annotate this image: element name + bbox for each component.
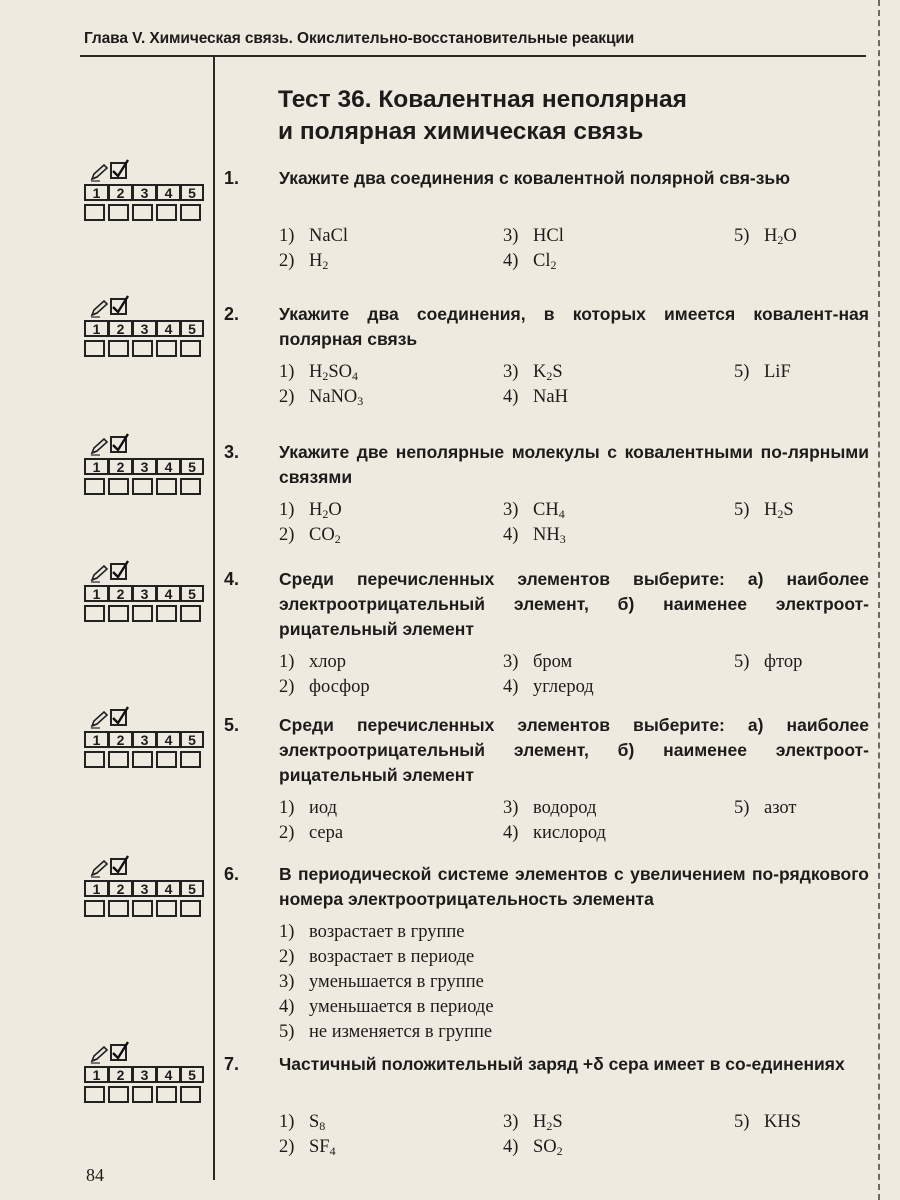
- formula-part: CH: [533, 500, 559, 520]
- option-number: 3): [279, 972, 295, 992]
- option-number: 1): [279, 652, 295, 672]
- answer-number-cell: 3: [132, 184, 156, 201]
- answer-grid: [84, 858, 204, 920]
- option-number: 4): [503, 677, 519, 697]
- margin-rule: [213, 55, 215, 1180]
- option-text: [309, 652, 346, 672]
- answer-option[interactable]: [734, 360, 791, 385]
- answer-option[interactable]: [503, 650, 572, 675]
- answer-entry-row: [84, 340, 204, 357]
- answer-number-cell: 1: [84, 731, 108, 748]
- answer-option[interactable]: [503, 249, 556, 278]
- formula-part: SO: [533, 1137, 557, 1157]
- answer-entry-box[interactable]: [156, 204, 177, 221]
- formula-part: NaNO: [309, 387, 358, 407]
- formula-part: уменьшается в группе: [309, 972, 484, 992]
- formula-subscript: 2: [322, 369, 329, 383]
- answer-entry-box[interactable]: [108, 751, 129, 768]
- option-text: [309, 226, 348, 246]
- answer-entry-box[interactable]: [84, 204, 105, 221]
- formula-subscript: 4: [329, 1144, 336, 1158]
- formula-part: S: [309, 1112, 320, 1132]
- pen-icon: [90, 563, 110, 583]
- option-number: 5): [279, 1022, 295, 1042]
- formula-part: SO: [328, 362, 353, 382]
- answer-entry-box[interactable]: [132, 605, 153, 622]
- answer-entry-box[interactable]: [84, 340, 105, 357]
- option-text: [764, 1112, 801, 1132]
- header-rule: [80, 55, 866, 57]
- option-number: 2): [279, 251, 295, 271]
- chapter-header: Глава V. Химическая связь. Окислительно-восстановительные реакции: [84, 30, 635, 47]
- answer-option[interactable]: [279, 224, 348, 249]
- answer-option[interactable]: [279, 650, 346, 675]
- answer-entry-box[interactable]: [180, 1086, 201, 1103]
- answer-number-cell: 4: [156, 1066, 180, 1083]
- option-number: 4): [503, 823, 519, 843]
- answer-option[interactable]: [279, 249, 328, 278]
- option-number: 5): [734, 226, 750, 246]
- formula-part: NaCl: [309, 226, 349, 246]
- answer-number-cell: 1: [84, 880, 108, 897]
- answer-entry-box[interactable]: [156, 751, 177, 768]
- question-text: Укажите два соединения с ковалентной полярной свя-зью: [279, 168, 791, 188]
- test-title-line-1: Тест 36. Ковалентная неполярная: [278, 86, 687, 113]
- answer-entry-box[interactable]: [132, 1086, 153, 1103]
- answer-number-cell: 1: [84, 184, 108, 201]
- answer-option[interactable]: [279, 970, 484, 995]
- formula-part: H: [309, 251, 323, 271]
- question-number: 4.: [224, 569, 240, 589]
- option-text: [309, 972, 484, 992]
- formula-part: хлор: [309, 652, 346, 672]
- answer-entry-box[interactable]: [156, 900, 177, 917]
- formula-part: HCl: [533, 226, 564, 246]
- formula-subscript: 2: [322, 258, 329, 272]
- option-number: 1): [279, 226, 295, 246]
- option-number: 3): [503, 798, 519, 818]
- formula-subscript: 2: [550, 258, 557, 272]
- answer-number-cell: 2: [108, 1066, 132, 1083]
- option-text: [309, 922, 465, 942]
- option-text: [309, 251, 328, 271]
- answer-number-cell: 5: [180, 184, 204, 201]
- answer-number-row: [84, 320, 204, 337]
- answer-number-cell: 3: [132, 458, 156, 475]
- answer-entry-box[interactable]: [156, 605, 177, 622]
- formula-part: NaH: [533, 387, 568, 407]
- pen-icon: [90, 298, 110, 318]
- answer-option[interactable]: [503, 796, 596, 821]
- option-number: 2): [279, 947, 295, 967]
- answer-number-cell: 2: [108, 731, 132, 748]
- answer-number-cell: 2: [108, 458, 132, 475]
- formula-subscript: 2: [322, 507, 329, 521]
- answer-number-cell: 5: [180, 1066, 204, 1083]
- option-text: [764, 226, 797, 246]
- formula-part: H: [309, 362, 323, 382]
- option-number: 2): [279, 677, 295, 697]
- option-number: 3): [503, 500, 519, 520]
- pen-icon: [90, 1044, 110, 1064]
- answer-number-row: [84, 458, 204, 475]
- answer-grid: [84, 162, 204, 224]
- formula-part: возрастает в группе: [309, 922, 465, 942]
- option-number: 3): [503, 362, 519, 382]
- formula-subscript: 2: [556, 1144, 563, 1158]
- answer-option[interactable]: [734, 224, 797, 253]
- formula-subscript: 8: [319, 1119, 326, 1133]
- option-text: [309, 387, 363, 407]
- checkbox-icon: [110, 436, 127, 453]
- formula-part: уменьшается в периоде: [309, 997, 494, 1017]
- formula-part: углерод: [533, 677, 594, 697]
- pen-icon: [90, 162, 110, 182]
- option-text: [533, 362, 563, 382]
- answer-option[interactable]: [503, 1135, 563, 1164]
- answer-option[interactable]: [279, 796, 337, 821]
- formula-part: S: [783, 500, 794, 520]
- question-text: Укажите две неполярные молекулы с ковалентными по-лярными связями: [279, 442, 869, 487]
- formula-part: не изменяется в группе: [309, 1022, 493, 1042]
- formula-part: возрастает в периоде: [309, 947, 475, 967]
- formula-part: фтор: [764, 652, 803, 672]
- answer-number-row: [84, 585, 204, 602]
- answer-entry-box[interactable]: [84, 900, 105, 917]
- answer-entry-box[interactable]: [180, 478, 201, 495]
- answer-entry-box[interactable]: [132, 204, 153, 221]
- option-number: 4): [503, 387, 519, 407]
- option-text: [533, 226, 564, 246]
- answer-number-cell: 4: [156, 731, 180, 748]
- formula-part: Cl: [533, 251, 551, 271]
- answer-number-cell: 4: [156, 184, 180, 201]
- option-text: [533, 823, 606, 843]
- answer-option[interactable]: [279, 1135, 336, 1164]
- answer-entry-box[interactable]: [156, 478, 177, 495]
- option-text: [533, 251, 556, 271]
- option-number: 1): [279, 798, 295, 818]
- option-text: [533, 1112, 563, 1132]
- answer-entry-box[interactable]: [132, 478, 153, 495]
- formula-part: K: [533, 362, 547, 382]
- option-number: 2): [279, 525, 295, 545]
- option-text: [764, 500, 794, 520]
- checkbox-icon: [110, 563, 127, 580]
- answer-number-cell: 3: [132, 320, 156, 337]
- option-number: 3): [503, 226, 519, 246]
- checkbox-icon: [110, 1044, 127, 1061]
- formula-part: KHS: [764, 1112, 802, 1132]
- option-number: 4): [503, 525, 519, 545]
- answer-entry-row: [84, 900, 204, 917]
- answer-option[interactable]: [279, 821, 343, 846]
- answer-entry-box[interactable]: [156, 340, 177, 357]
- option-text: [309, 362, 358, 382]
- question-number: 3.: [224, 442, 240, 462]
- answer-entry-row: [84, 204, 204, 221]
- pen-icon: [90, 858, 110, 878]
- answer-entry-box[interactable]: [156, 1086, 177, 1103]
- formula-subscript: 2: [546, 369, 553, 383]
- answer-option[interactable]: [279, 995, 494, 1020]
- checkbox-icon: [110, 298, 127, 315]
- option-text: [533, 1137, 563, 1157]
- page-cut-line: [878, 0, 880, 1200]
- formula-part: H: [764, 500, 778, 520]
- option-number: 5): [734, 500, 750, 520]
- answer-option[interactable]: [503, 821, 606, 846]
- answer-number-cell: 2: [108, 585, 132, 602]
- answer-number-cell: 4: [156, 585, 180, 602]
- answer-grid: [84, 436, 204, 498]
- answer-entry-box[interactable]: [180, 340, 201, 357]
- question-text: В периодической системе элементов с увеличением по-рядкового номера электроотрицательность элемента: [279, 864, 869, 909]
- answer-entry-box[interactable]: [132, 900, 153, 917]
- answer-number-row: [84, 731, 204, 748]
- answer-entry-box[interactable]: [132, 751, 153, 768]
- option-number: 4): [503, 1137, 519, 1157]
- answer-option[interactable]: [279, 675, 370, 700]
- answer-number-cell: 1: [84, 585, 108, 602]
- formula-part: O: [783, 226, 797, 246]
- formula-part: иод: [309, 798, 338, 818]
- answer-entry-row: [84, 751, 204, 768]
- question-number: 2.: [224, 304, 240, 324]
- question-number: 6.: [224, 864, 240, 884]
- formula-subscript: 3: [357, 394, 364, 408]
- question-number: 1.: [224, 168, 240, 188]
- answer-entry-row: [84, 1086, 204, 1103]
- formula-part: H: [533, 1112, 547, 1132]
- answer-number-row: [84, 184, 204, 201]
- answer-entry-box[interactable]: [180, 605, 201, 622]
- answer-grid: [84, 563, 204, 625]
- option-number: 2): [279, 387, 295, 407]
- answer-entry-row: [84, 605, 204, 622]
- answer-option[interactable]: [279, 920, 465, 945]
- answer-number-cell: 5: [180, 458, 204, 475]
- option-text: [309, 997, 494, 1017]
- answer-entry-box[interactable]: [180, 751, 201, 768]
- option-text: [764, 362, 791, 382]
- answer-option[interactable]: [503, 385, 568, 410]
- formula-subscript: 2: [777, 507, 784, 521]
- answer-entry-box[interactable]: [108, 1086, 129, 1103]
- answer-entry-box[interactable]: [84, 1086, 105, 1103]
- answer-number-cell: 1: [84, 320, 108, 337]
- option-number: 5): [734, 652, 750, 672]
- option-number: 2): [279, 823, 295, 843]
- option-number: 1): [279, 1112, 295, 1132]
- formula-part: водород: [533, 798, 597, 818]
- option-number: 1): [279, 362, 295, 382]
- answer-entry-box[interactable]: [132, 340, 153, 357]
- option-text: [309, 1137, 336, 1157]
- answer-option[interactable]: [279, 945, 474, 970]
- answer-entry-box[interactable]: [84, 478, 105, 495]
- answer-option[interactable]: [503, 675, 594, 700]
- answer-number-cell: 5: [180, 880, 204, 897]
- option-number: 2): [279, 1137, 295, 1157]
- formula-subscript: 2: [546, 1119, 553, 1133]
- formula-part: H: [764, 226, 778, 246]
- checkbox-icon: [110, 709, 127, 726]
- answer-option[interactable]: [734, 1110, 801, 1135]
- answer-entry-box[interactable]: [180, 900, 201, 917]
- option-text: [533, 387, 568, 407]
- answer-number-cell: 2: [108, 880, 132, 897]
- page-number: 84: [86, 1165, 104, 1185]
- answer-number-row: [84, 1066, 204, 1083]
- formula-part: кислород: [533, 823, 606, 843]
- formula-part: NH: [533, 525, 560, 545]
- answer-number-cell: 5: [180, 585, 204, 602]
- option-text: [309, 500, 342, 520]
- answer-number-cell: 3: [132, 585, 156, 602]
- answer-number-cell: 1: [84, 458, 108, 475]
- answer-number-cell: 3: [132, 731, 156, 748]
- option-number: 1): [279, 500, 295, 520]
- formula-part: CO: [309, 525, 335, 545]
- formula-subscript: 3: [559, 532, 566, 546]
- answer-option[interactable]: [503, 224, 564, 249]
- answer-entry-box[interactable]: [180, 204, 201, 221]
- answer-entry-box[interactable]: [84, 605, 105, 622]
- checkbox-icon: [110, 162, 127, 179]
- answer-option[interactable]: [734, 650, 802, 675]
- answer-option[interactable]: [279, 1020, 492, 1045]
- answer-number-cell: 1: [84, 1066, 108, 1083]
- answer-option[interactable]: [279, 523, 341, 552]
- answer-option[interactable]: [734, 498, 794, 527]
- option-text: [309, 525, 341, 545]
- answer-number-cell: 5: [180, 731, 204, 748]
- formula-part: сера: [309, 823, 344, 843]
- answer-number-cell: 4: [156, 880, 180, 897]
- option-text: [533, 677, 594, 697]
- answer-grid: [84, 709, 204, 771]
- formula-part: S: [552, 1112, 563, 1132]
- formula-part: H: [309, 500, 323, 520]
- option-text: [309, 677, 370, 697]
- option-number: 1): [279, 922, 295, 942]
- answer-number-cell: 4: [156, 320, 180, 337]
- answer-entry-box[interactable]: [108, 605, 129, 622]
- test-title: [278, 84, 798, 148]
- answer-option[interactable]: [503, 523, 566, 552]
- option-number: 5): [734, 362, 750, 382]
- question-text: Среди перечисленных элементов выберите: а) наиболее электроотрицательный элемент, б) наименее электроот-рицательный элемент: [279, 569, 869, 639]
- option-number: 3): [503, 652, 519, 672]
- formula-subscript: 4: [558, 507, 565, 521]
- answer-number-cell: 2: [108, 320, 132, 337]
- question-text: Укажите два соединения, в которых имеется ковалент-ная полярная связь: [279, 304, 869, 349]
- option-number: 5): [734, 1112, 750, 1132]
- option-number: 3): [503, 1112, 519, 1132]
- pen-icon: [90, 709, 110, 729]
- answer-entry-box[interactable]: [108, 900, 129, 917]
- option-number: 4): [503, 251, 519, 271]
- option-number: 4): [279, 997, 295, 1017]
- formula-subscript: 2: [777, 233, 784, 247]
- formula-part: азот: [764, 798, 797, 818]
- answer-number-cell: 3: [132, 1066, 156, 1083]
- formula-part: бром: [533, 652, 573, 672]
- option-text: [309, 1112, 325, 1132]
- answer-number-cell: 2: [108, 184, 132, 201]
- answer-entry-box[interactable]: [108, 204, 129, 221]
- answer-entry-row: [84, 478, 204, 495]
- pen-icon: [90, 436, 110, 456]
- option-text: [533, 525, 566, 545]
- answer-grid: [84, 298, 204, 360]
- option-number: 5): [734, 798, 750, 818]
- answer-entry-box[interactable]: [108, 340, 129, 357]
- question-number: 5.: [224, 715, 240, 735]
- answer-number-cell: 5: [180, 320, 204, 337]
- option-text: [309, 1022, 492, 1042]
- formula-subscript: 4: [352, 369, 359, 383]
- option-text: [764, 652, 802, 672]
- answer-number-cell: 4: [156, 458, 180, 475]
- option-text: [533, 500, 565, 520]
- formula-subscript: 2: [334, 532, 341, 546]
- formula-part: S: [552, 362, 563, 382]
- formula-part: SF: [309, 1137, 330, 1157]
- answer-option[interactable]: [734, 796, 797, 821]
- answer-number-cell: 3: [132, 880, 156, 897]
- option-text: [309, 823, 343, 843]
- formula-part: LiF: [764, 362, 791, 382]
- option-text: [764, 798, 797, 818]
- test-title-line-2: и полярная химическая связь: [278, 118, 644, 145]
- question-text: Среди перечисленных элементов выберите: а) наиболее электроотрицательный элемент, б) наименее электроот-рицательный элемент: [279, 715, 869, 785]
- answer-entry-box[interactable]: [108, 478, 129, 495]
- formula-part: O: [328, 500, 342, 520]
- question-number: 7.: [224, 1054, 240, 1074]
- option-text: [309, 798, 337, 818]
- question-text: Частичный положительный заряд +δ сера имеет в со-единениях: [279, 1054, 845, 1074]
- option-text: [533, 652, 572, 672]
- answer-number-row: [84, 880, 204, 897]
- option-text: [309, 947, 474, 967]
- answer-grid: [84, 1044, 204, 1106]
- checkbox-icon: [110, 858, 127, 875]
- answer-option[interactable]: [279, 385, 363, 414]
- formula-part: фосфор: [309, 677, 370, 697]
- answer-entry-box[interactable]: [84, 751, 105, 768]
- option-text: [533, 798, 596, 818]
